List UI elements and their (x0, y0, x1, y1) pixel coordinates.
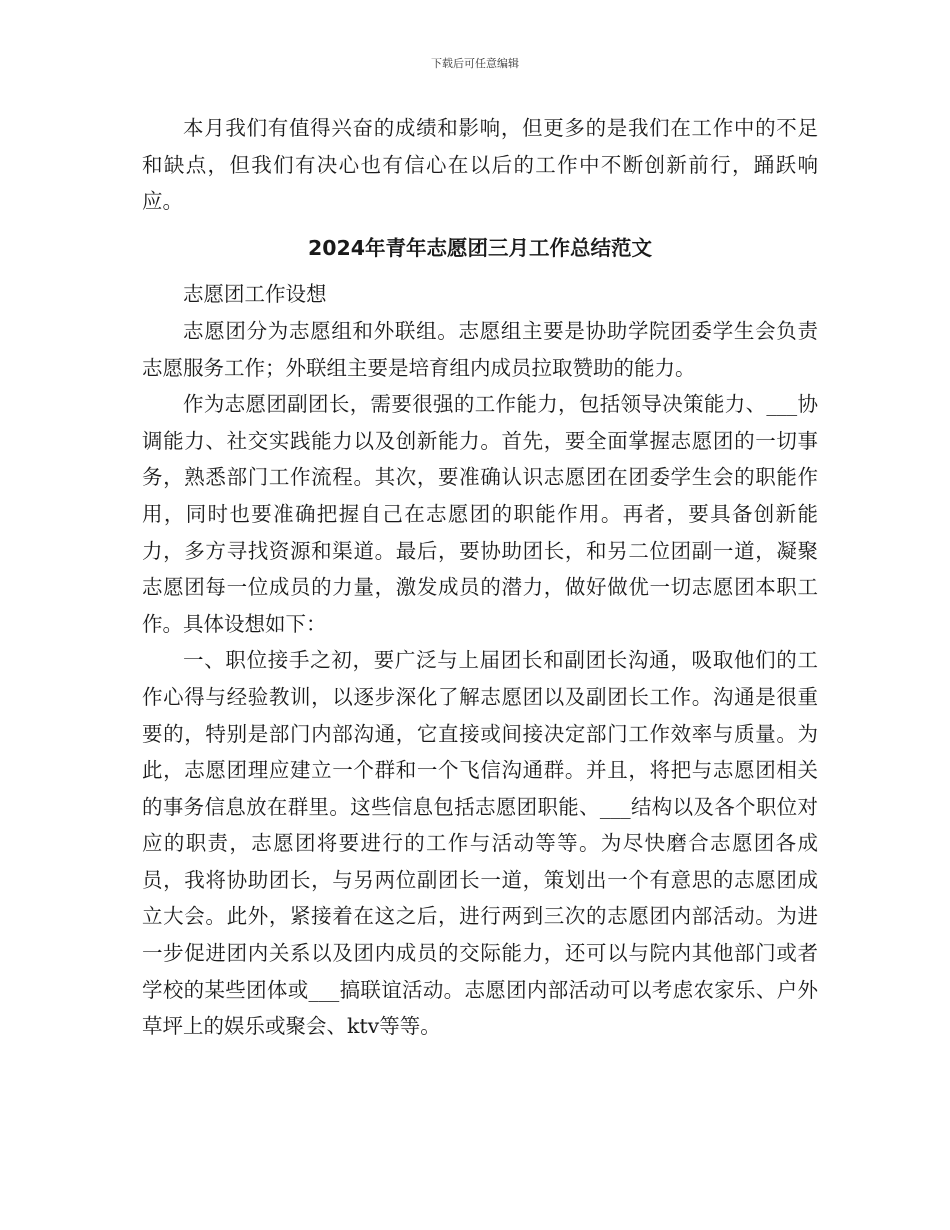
paragraph: 作为志愿团副团长，需要很强的工作能力，包括领导决策能力、___协调能力、社交实践能力以及创新能力。首先，要全面掌握志愿团的一切事务，熟悉部门工作流程。其次，要准确认识志愿团在团委学生会的职能作用，同时也要准确把握自己在志愿团的职能作用。再者，要具备创新能力，多方寻找资源和渠道。最后，要协助团长，和另二位团副一道，凝聚志愿团每一位成员的力量，激发成员的潜力，做好做优一切志愿团本职工作。具体设想如下： (142, 392, 818, 636)
page-header: 下载后可任意编辑 (431, 57, 519, 70)
paragraph: 一、职位接手之初，要广泛与上届团长和副团长沟通，吸取他们的工作心得与经验教训，以逐步深化了解志愿团以及副团长工作。沟通是很重要的，特别是部门内部沟通，它直接或间接决定部门工作效率与质量。为此，志愿团理应建立一个群和一个飞信沟通群。并且，将把与志愿团相关的事务信息放在群里。这些信息包括志愿团职能、___结构以及各个职位对应的职责，志愿团将要进行的工作与活动等等。为尽快磨合志愿团各成员，我将协助团长，与另两位副团长一道，策划出一个有意思的志愿团成立大会。此外，紧接着在这之后，进行两到三次的志愿团内部活动。为进一步促进团内关系以及团内成员的交际能力，还可以与院内其他部门或者学校的某些团体或___搞联谊活动。志愿团内部活动可以考虑农家乐、户外草坪上的娱乐或聚会、ktv等等。 (142, 648, 818, 1039)
document-title: 2024年青年志愿团三月工作总结范文 (307, 235, 653, 260)
section-heading: 志愿团工作设想 (183, 282, 327, 307)
paragraph: 志愿团分为志愿组和外联组。志愿组主要是协助学院团委学生会负责志愿服务工作；外联组主要是培育组内成员拉取赞助的能力。 (142, 318, 818, 380)
paragraph: 本月我们有值得兴奋的成绩和影响，但更多的是我们在工作中的不足和缺点，但我们有决心也有信心在以后的工作中不断创新前行，踊跃响应。 (142, 116, 818, 214)
document-body (142, 110, 818, 1045)
